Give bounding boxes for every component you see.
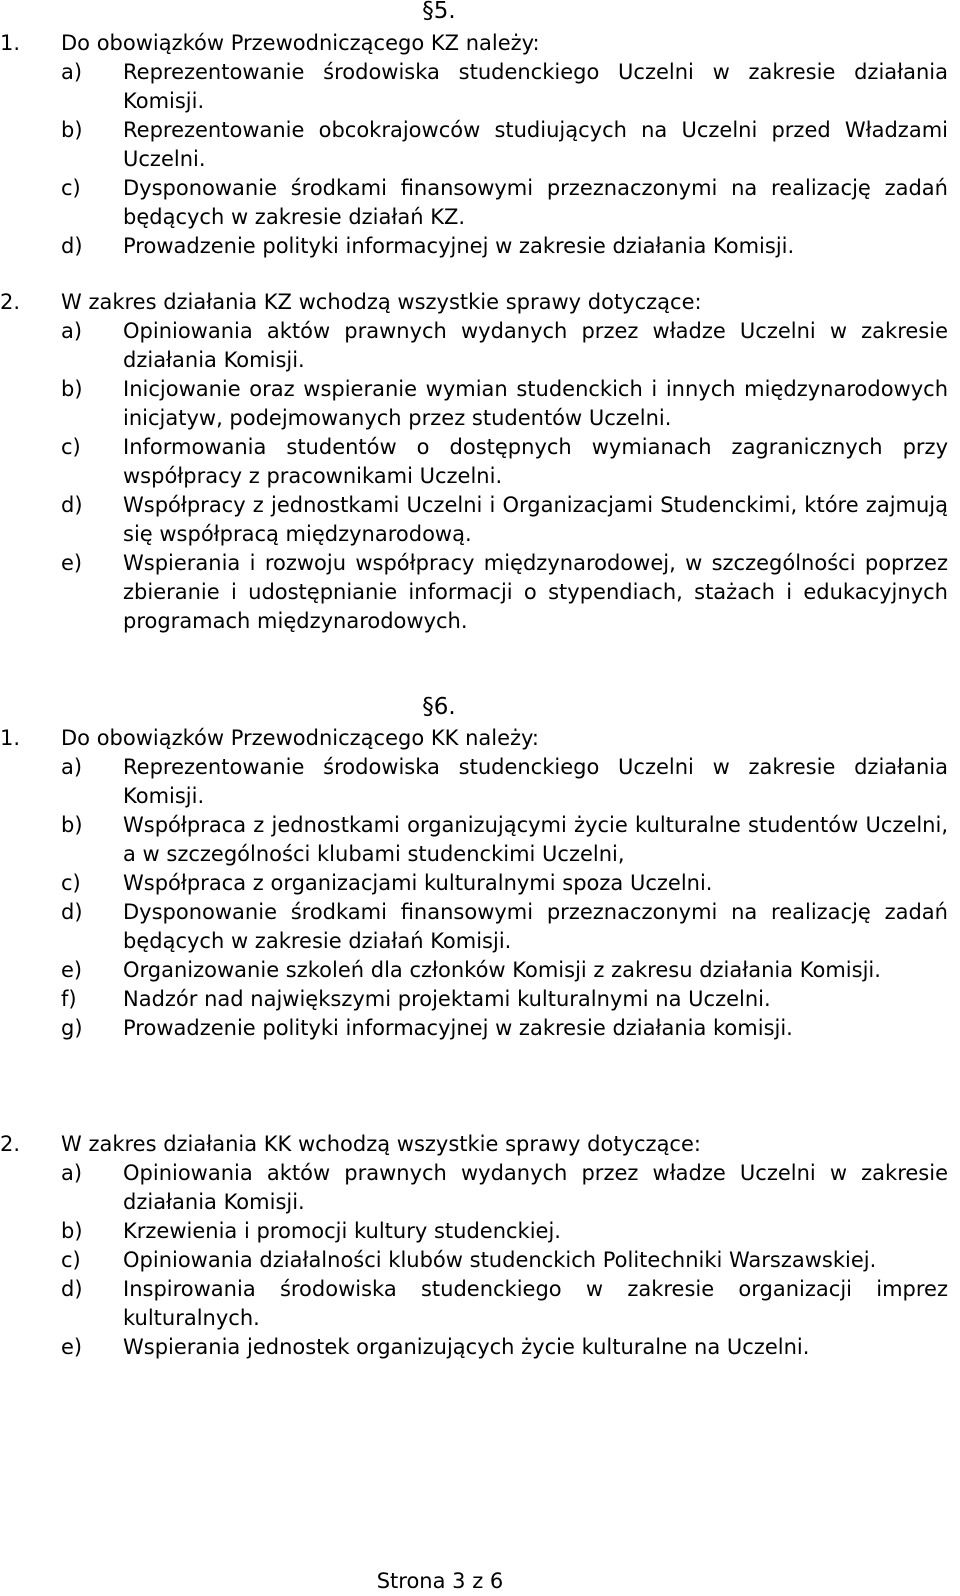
- item-text: Opiniowania działalności klubów studenckich Politechniki Warszawskiej.: [123, 1248, 877, 1272]
- point-lead: W zakres działania KZ wchodzą wszystkie sprawy dotyczące:: [61, 290, 702, 314]
- section-5-point-2: [0, 288, 960, 636]
- item-letter: b): [61, 1219, 83, 1243]
- item-letter: f): [61, 987, 77, 1011]
- point-lead: Do obowiązków Przewodniczącego KZ należy:: [61, 31, 540, 55]
- item-text: Prowadzenie polityki informacyjnej w zakresie działania Komisji.: [123, 234, 795, 258]
- item-letter: e): [61, 551, 83, 575]
- item-text: Wspierania i rozwoju współpracy międzynarodowej, w szczególności poprzez zbieranie i udostępnianie informacji o stypendiach, stażach i edukacyjnych programach międzynarodowych.: [123, 551, 948, 633]
- item-letter: c): [61, 871, 81, 895]
- item-letter: a): [61, 755, 83, 779]
- item-letter: e): [61, 1335, 83, 1359]
- item-letter: d): [61, 234, 83, 258]
- list-item: [0, 174, 948, 232]
- list-item: [0, 375, 948, 433]
- point-lead: W zakres działania KK wchodzą wszystkie sprawy dotyczące:: [61, 1132, 701, 1156]
- section-6-header: §6.: [422, 694, 456, 720]
- list-item: [0, 116, 948, 174]
- section-5-point-1: [0, 29, 960, 261]
- list-item: [0, 1159, 948, 1217]
- item-letter: b): [61, 813, 83, 837]
- item-text: Dysponowanie środkami finansowymi przeznaczonymi na realizację zadań będących w zakresie działań KZ.: [123, 176, 948, 229]
- item-text: Reprezentowanie środowiska studenckiego Uczelni w zakresie działania Komisji.: [123, 755, 948, 808]
- item-text: Krzewienia i promocji kultury studenckiej.: [123, 1219, 561, 1243]
- item-letter: b): [61, 118, 83, 142]
- item-text: Nadzór nad największymi projektami kulturalnymi na Uczelni.: [123, 987, 771, 1011]
- point-number: 1.: [0, 726, 21, 750]
- list-item: [0, 898, 948, 956]
- list-item: [0, 1246, 948, 1275]
- item-text: Inicjowanie oraz wspieranie wymian studenckich i innych międzynarodowych inicjatyw, podejmowanych przez studentów Uczelni.: [123, 377, 948, 430]
- point-number: 1.: [0, 31, 21, 55]
- list-item: [0, 1217, 948, 1246]
- item-text: Współpraca z organizacjami kulturalnymi spoza Uczelni.: [123, 871, 713, 895]
- point-number: 2.: [0, 1132, 21, 1156]
- item-text: Współpracy z jednostkami Uczelni i Organizacjami Studenckimi, które zajmują się współpracą międzynarodową.: [123, 493, 948, 546]
- item-letter: c): [61, 435, 81, 459]
- item-text: Prowadzenie polityki informacyjnej w zakresie działania komisji.: [123, 1016, 793, 1040]
- list-item: [0, 433, 948, 491]
- item-letter: d): [61, 1277, 83, 1301]
- item-text: Inspirowania środowiska studenckiego w zakresie organizacji imprez kulturalnych.: [123, 1277, 948, 1330]
- list-item: [0, 549, 948, 636]
- list-item: [0, 317, 948, 375]
- section-6-point-2: [0, 1130, 960, 1362]
- list-item: [0, 1014, 948, 1043]
- item-text: Wspierania jednostek organizujących życie kulturalne na Uczelni.: [123, 1335, 810, 1359]
- page-number: Strona 3 z 6: [376, 1569, 504, 1593]
- item-text: Dysponowanie środkami finansowymi przeznaczonymi na realizację zadań będących w zakresie działań Komisji.: [123, 900, 948, 953]
- item-text: Opiniowania aktów prawnych wydanych przez władze Uczelni w zakresie działania Komisji.: [123, 319, 948, 372]
- list-item: [0, 869, 948, 898]
- item-letter: c): [61, 1248, 81, 1272]
- list-item: [0, 753, 948, 811]
- item-letter: c): [61, 176, 81, 200]
- item-letter: b): [61, 377, 83, 401]
- item-text: Reprezentowanie obcokrajowców studiujących na Uczelni przed Władzami Uczelni.: [123, 118, 948, 171]
- section-5-header: §5.: [422, 0, 456, 24]
- list-item: [0, 58, 948, 116]
- item-text: Informowania studentów o dostępnych wymianach zagranicznych przy współpracy z pracownikami Uczelni.: [123, 435, 948, 488]
- item-letter: d): [61, 493, 83, 517]
- list-item: [0, 956, 948, 985]
- item-letter: d): [61, 900, 83, 924]
- list-item: [0, 811, 948, 869]
- point-lead: Do obowiązków Przewodniczącego KK należy:: [61, 726, 540, 750]
- item-letter: a): [61, 1161, 83, 1185]
- list-item: [0, 1333, 948, 1362]
- item-letter: g): [61, 1016, 83, 1040]
- list-item: [0, 491, 948, 549]
- section-6-point-1: [0, 724, 960, 1043]
- point-number: 2.: [0, 290, 21, 314]
- item-letter: e): [61, 958, 83, 982]
- item-text: Współpraca z jednostkami organizującymi życie kulturalne studentów Uczelni, a w szczególności klubami studenckimi Uczelni,: [123, 813, 948, 866]
- item-letter: a): [61, 60, 83, 84]
- list-item: [0, 1275, 948, 1333]
- item-text: Reprezentowanie środowiska studenckiego Uczelni w zakresie działania Komisji.: [123, 60, 948, 113]
- item-text: Opiniowania aktów prawnych wydanych przez władze Uczelni w zakresie działania Komisji.: [123, 1161, 948, 1214]
- list-item: [0, 232, 948, 261]
- list-item: [0, 985, 948, 1014]
- item-text: Organizowanie szkoleń dla członków Komisji z zakresu działania Komisji.: [123, 958, 881, 982]
- item-letter: a): [61, 319, 83, 343]
